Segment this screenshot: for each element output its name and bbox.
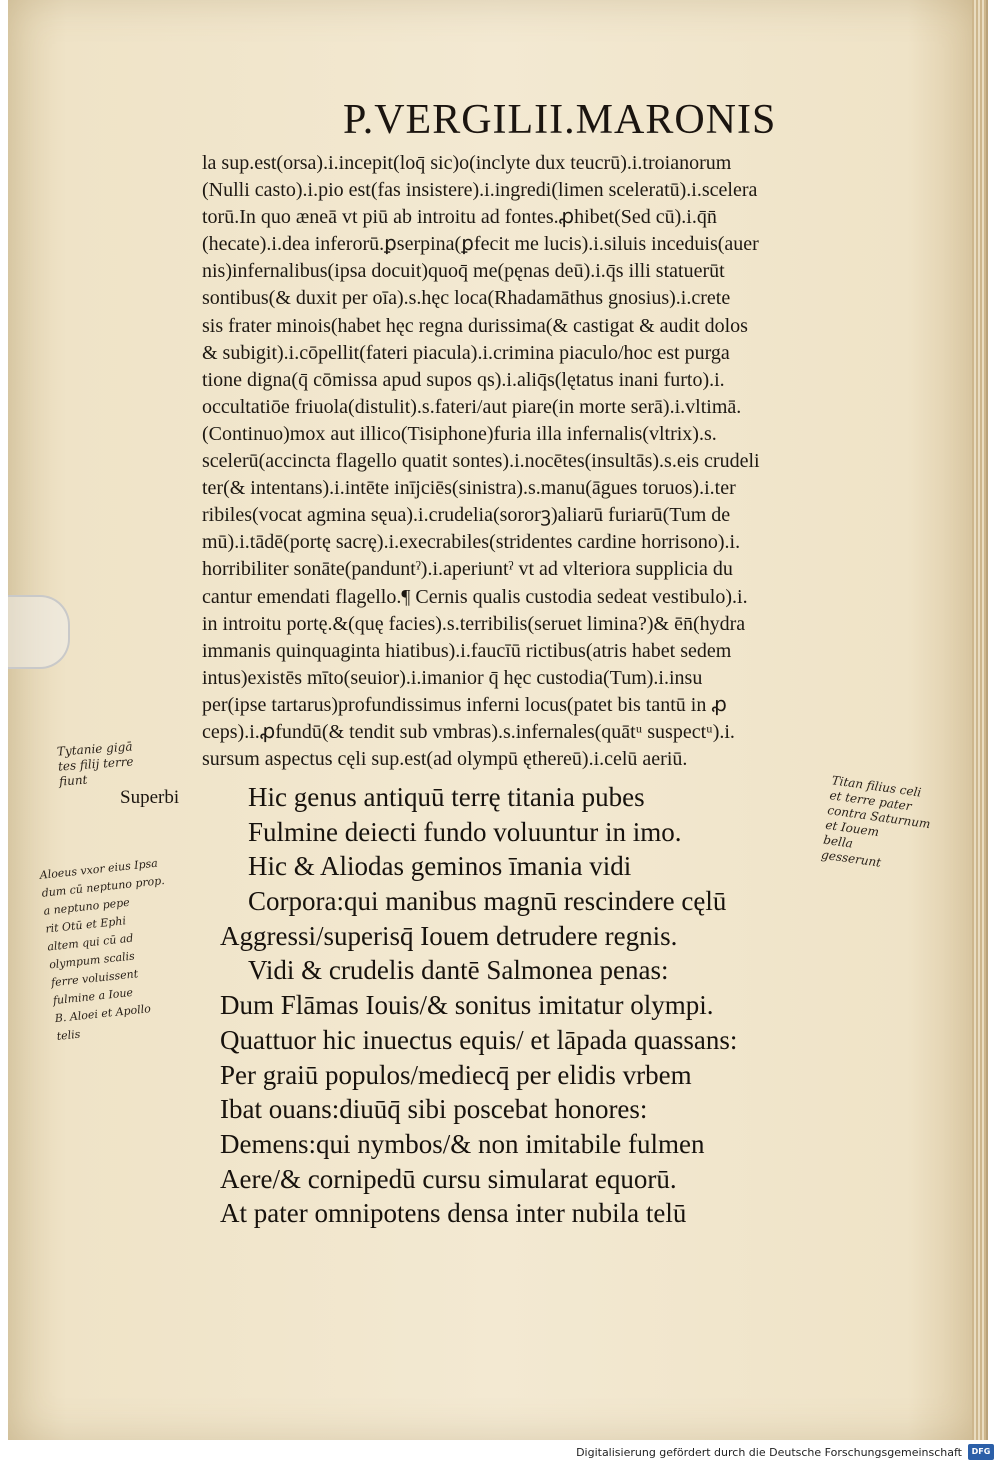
commentary-line: (Continuo)mox aut illico(Tisiphone)furia illa infernalis(vltrix).s.: [202, 422, 717, 445]
handwritten-note-right: Titan filius celi et terre pater contra Saturnum et Iouem bella gesserunt: [820, 773, 932, 875]
commentary-line: sursum aspectus cęli sup.est(ad olympū ęthereū).i.celū aeriū.: [202, 748, 688, 771]
commentary-line: ceps).i.ꝓfundū(& tendit sub vmbras).s.infernales(quātᵘ suspectᵘ).i.: [202, 720, 735, 743]
margin-label-superbi: Superbi: [120, 787, 180, 808]
commentary-line: (Nulli casto).i.pio est(fas insistere).i.ingredi(limen sceleratū).i.scelera: [202, 179, 758, 202]
commentary-line: sontibus(& duxit per oīa).s.hęc loca(Rhadamāthus gnosius).i.crete: [202, 287, 731, 310]
commentary-line: la sup.est(orsa).i.incepit(loq̄ sic)o(inclyte dux teucrū).i.troianorum: [202, 152, 732, 174]
running-head: P.VERGILII.MARONIS: [343, 97, 777, 143]
commentary-line: cantur emendati flagello.¶ Cernis qualis custodia sedeat vestibulo).i.: [202, 585, 748, 608]
commentary-line: horribiliter sonāte(panduntˀ).i.aperiuntˀ vt ad vlteriora supplicia du: [202, 558, 733, 581]
handwritten-note-left-bottom: Aloeus vxor eius Ipsa dum cū neptuno prop. a neptuno pepe rit Otū et Ephi altem qui cū ad olympum scalis ferre voluissent fulmine a Ioue B. Aloei et Apollo telis: [39, 856, 166, 1043]
verse-line: Per graiū populos/mediecq̄ per elidis vrbem: [220, 1059, 692, 1090]
commentary-line: ribiles(vocat agmina sęua).i.crudelia(sororꝫ)aliarū furiarū(Tum de: [202, 504, 731, 527]
commentary-line: & subigit).i.cōpellit(fateri piacula).i.crimina piaculo/hoc est purga: [202, 341, 730, 364]
verse-line: At pater omnipotens densa inter nubila telū: [220, 1198, 687, 1229]
verse-line: Hic & Aliodas geminos īmania vidi: [248, 851, 632, 882]
commentary-line: torū.In quo æneā vt piū ab introitu ad fontes.ꝓhibet(Sed cū).i.q̄n̄: [202, 206, 717, 229]
footer-bar: [0, 1440, 1000, 1467]
verse-line: Hic genus antiquū terrę titania pubes: [248, 782, 645, 812]
dfg-logo: DFG: [968, 1444, 994, 1460]
handwritten-note-left-top: Tytanie gigā tes filij terre fiunt: [56, 739, 134, 789]
verse-line: Aggressi/superisq̄ Iouem detrudere regnis.: [220, 920, 678, 951]
book-page: [8, 0, 988, 1440]
verse-line: Dum Flāmas Iouis/& sonitus imitatur olympi.: [220, 990, 714, 1021]
commentary-line: in introitu portę.&(quę facies).s.terribilis(seruet limina?)& ēn̄(hydra: [202, 612, 746, 635]
commentary-line: occultatiōe friuola(distulit).s.fateri/aut piare(in morte serā).i.vltimā.: [202, 395, 742, 418]
commentary-line: mū).i.tādē(portę sacrę).i.execrabiles(stridentes cardine horrisono).i.: [202, 531, 741, 554]
verse-line: Quattuor hic inuectus equis/ et lāpada quassans:: [220, 1024, 738, 1055]
commentary-line: nis)infernalibus(ipsa docuit)quoq̄ me(pęnas deū).i.q̄s illi statuerūt: [202, 260, 725, 283]
verse-block: [220, 780, 910, 1231]
commentary-block: [202, 150, 892, 773]
verse-line: Demens:qui nymbos/& non imitabile fulmen: [220, 1128, 705, 1159]
commentary-line: scelerū(accincta flagello quatit sontes).i.nocētes(insultās).s.eis crudeli: [202, 450, 760, 473]
commentary-line: ter(& intentans).i.intēte inījciēs(sinistra).s.manu(āgues toruos).i.ter: [202, 477, 736, 500]
commentary-line: intus)existēs mīto(seuior).i.imanior q̄ hęc custodia(Tum).i.insu: [202, 666, 703, 689]
verse-line: Ibat ouans:diuūq̄ sibi poscebat honores:: [220, 1094, 648, 1125]
verse-line: Aere/& cornipedū cursu simularat equorū.: [220, 1163, 677, 1194]
verse-line: Vidi & crudelis dantē Salmonea penas:: [248, 955, 669, 986]
footer-credit: Digitalisierung gefördert durch die Deutsche Forschungsgemeinschaft: [576, 1446, 962, 1459]
page-clip: [8, 595, 70, 669]
commentary-line: sis frater minois(habet hęc regna durissima(& castigat & audit dolos: [202, 314, 748, 337]
commentary-line: tione digna(q̄ cōmissa apud supos qs).i.aliq̄s(lętatus inani furto).i.: [202, 368, 725, 391]
commentary-line: per(ipse tartarus)profundissimus inferni locus(patet bis tantū in ꝓ: [202, 693, 727, 716]
verse-line: Corpora:qui manibus magnū rescindere cęlū: [248, 886, 727, 917]
commentary-line: immanis quinquaginta hiatibus).i.faucīū rictibus(atris habet sedem: [202, 639, 732, 662]
commentary-line: (hecate).i.dea inferorū.ꝑserpina(ꝑfecit me lucis).i.siluis inceduis(auer: [202, 233, 759, 256]
page-edge: [972, 0, 986, 1440]
verse-line: Fulmine deiecti fundo voluuntur in imo.: [248, 816, 682, 847]
